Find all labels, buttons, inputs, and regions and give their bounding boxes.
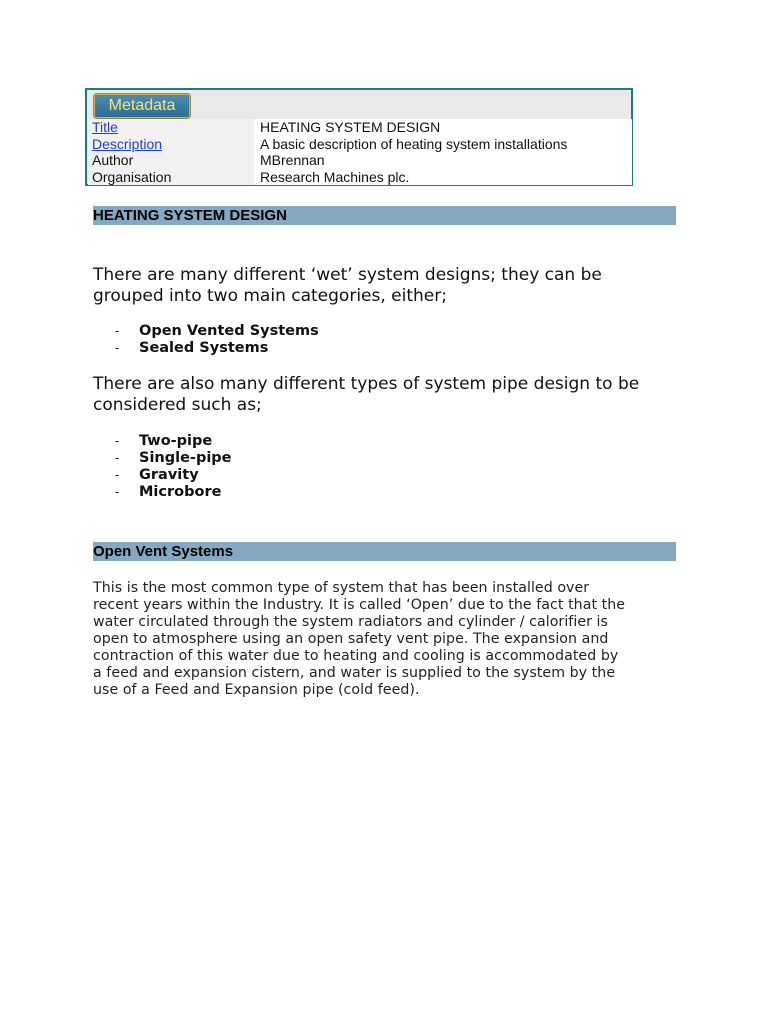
metadata-panel — [85, 88, 633, 186]
metadata-badge: Metadata — [93, 93, 191, 119]
list-item — [115, 450, 232, 467]
paragraph-line: water circulated through the system radiators and cylinder / calorifier is — [93, 614, 608, 630]
pipe-design-line: There are also many different types of system pipe design to be — [93, 374, 640, 394]
list-item-label: Open Vented Systems — [139, 323, 319, 339]
list-item-label: Sealed Systems — [139, 340, 269, 356]
description-value: A basic description of heating system installations — [254, 136, 632, 153]
list-item — [115, 484, 232, 501]
list-item — [115, 340, 319, 357]
bullet-dash: - — [115, 434, 120, 448]
paragraph-line: contraction of this water due to heating and cooling is accommodated by — [93, 648, 619, 664]
paragraph-line: use of a Feed and Expansion pipe (cold feed). — [93, 682, 420, 698]
metadata-row-description — [88, 136, 632, 153]
title-value: HEATING SYSTEM DESIGN — [254, 119, 632, 136]
bullet-dash: - — [115, 485, 120, 499]
intro-line: There are many different ‘wet’ system designs; they can be — [93, 265, 602, 285]
bullet-dash: - — [115, 324, 120, 338]
list-item — [115, 433, 232, 450]
paragraph-line: a feed and expansion cistern, and water is supplied to the system by the — [93, 665, 616, 681]
section-heading-open-vent-systems: Open Vent Systems — [93, 542, 676, 561]
list-item — [115, 467, 232, 484]
metadata-row-organisation — [88, 169, 632, 186]
author-label: Author — [88, 152, 254, 169]
pipe-design-line: considered such as; — [93, 395, 262, 415]
open-vent-paragraph — [93, 580, 683, 699]
paragraph-line: open to atmosphere using an open safety vent pipe. The expansion and — [93, 631, 609, 647]
system-categories-list — [115, 323, 319, 357]
bullet-dash: - — [115, 468, 120, 482]
title-link[interactable]: Title — [88, 119, 254, 136]
intro-paragraph — [93, 265, 693, 307]
bullet-dash: - — [115, 341, 120, 355]
organisation-label: Organisation — [88, 169, 254, 186]
metadata-row-title — [88, 119, 632, 136]
description-link[interactable]: Description — [88, 136, 254, 153]
metadata-table — [88, 119, 632, 185]
paragraph-line: This is the most common type of system that has been installed over — [93, 580, 590, 596]
bullet-dash: - — [115, 451, 120, 465]
list-item-label: Two-pipe — [139, 433, 213, 449]
metadata-row-author — [88, 152, 632, 169]
list-item-label: Gravity — [139, 467, 199, 483]
author-value: MBrennan — [254, 152, 632, 169]
list-item — [115, 323, 319, 340]
paragraph-line: recent years within the Industry. It is called ‘Open’ due to the fact that the — [93, 597, 626, 613]
list-item-label: Single-pipe — [139, 450, 232, 466]
organisation-value: Research Machines plc. — [254, 169, 632, 186]
pipe-design-paragraph — [93, 374, 693, 416]
intro-line: grouped into two main categories, either; — [93, 286, 447, 306]
section-heading-heating-system-design: HEATING SYSTEM DESIGN — [93, 206, 676, 225]
list-item-label: Microbore — [139, 484, 222, 500]
pipe-types-list — [115, 433, 232, 501]
